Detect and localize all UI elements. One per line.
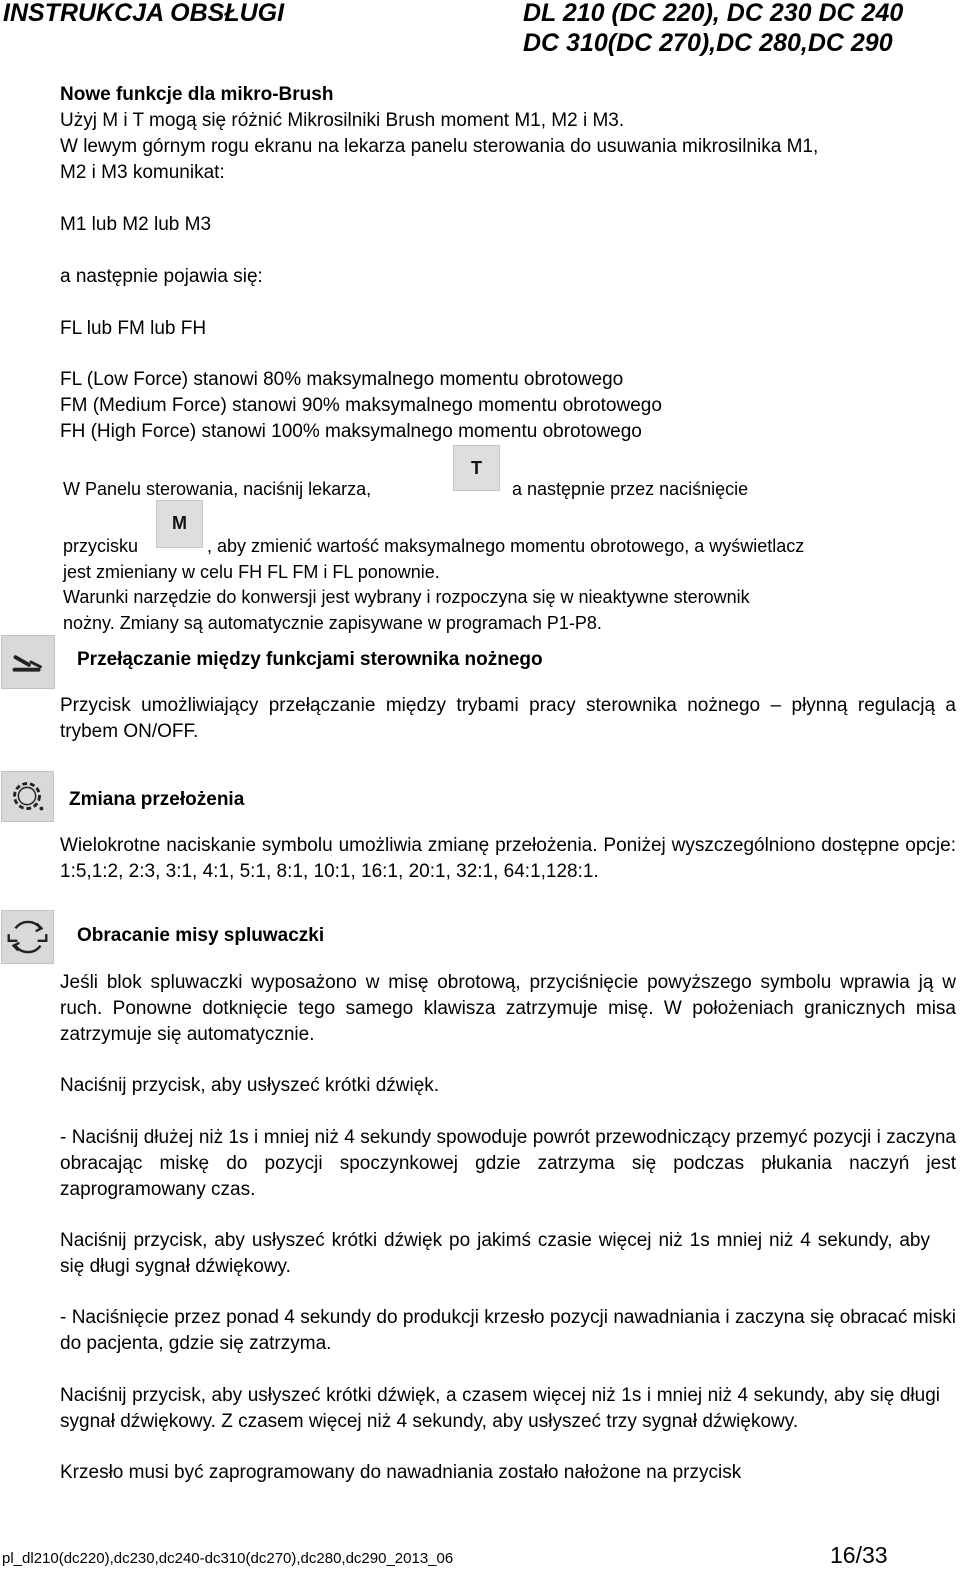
brush-line-1: Użyj M i T mogą się różnić Mikrosilniki Brush moment M1, M2 i M3.: [60, 110, 625, 131]
bowl-paragraph-4: Naciśnij przycisk, aby usłyszeć krótki dźwięk po jakimś czasie więcej niż 1s mniej niż 4 sekundy, aby się długi sygnał dźwiękowy.: [60, 1230, 930, 1277]
bowl-paragraph-7: Krzesło musi być zaprogramowany do nawadniania zostało nałożone na przycisk: [60, 1462, 742, 1483]
conditions-line-2: nożny. Zmiany są automatycznie zapisywane w programach P1-P8.: [63, 613, 602, 633]
model-list-line2: DC 310(DC 270),DC 280,DC 290: [523, 29, 893, 57]
panel-instruction-b: a następnie przez naciśnięcie: [512, 479, 749, 499]
foot-section-body: Przycisk umożliwiający przełączanie między trybami pracy sterownika nożnego – płynną regulacją a trybem ON/OFF.: [60, 695, 956, 742]
brush-line-2: W lewym górnym rogu ekranu na lekarza panelu sterowania do usuwania mikrosilnika M1,: [60, 136, 819, 157]
doc-title: INSTRUKCJA OBSŁUGI: [3, 0, 285, 27]
bowl-paragraph-1: Jeśli blok spluwaczki wyposażono w misę obrotową, przyciśnięcie powyższego symbolu wprawia ją w ruch. Ponowne dotknięcie tego samego klawisza zatrzymuje misę. W położeniach granicznych misa zatrzymuje się automatycznie.: [60, 972, 956, 1045]
footer-filename: pl_dl210(dc220),dc230,dc240-dc310(dc270),dc280,dc290_2013_06: [2, 1550, 454, 1567]
panel-instruction-c: , aby zmienić wartość maksymalnego momentu obrotowego, a wyświetlacz: [207, 536, 805, 556]
m-key: M: [156, 500, 203, 548]
foot-section-title: Przełączanie między funkcjami sterownika nożnego: [77, 649, 543, 670]
fh-description: FH (High Force) stanowi 100% maksymalnego momentu obrotowego: [60, 421, 642, 442]
rotate-bowl-icon: [1, 910, 54, 964]
bowl-paragraph-6: Naciśnij przycisk, aby usłyszeć krótki dźwięk, a czasem więcej niż 1s i mniej niż 4 sekundy, aby się długi sygnał dźwiękowy. Z czasem więcej niż 4 sekundy, aby usłyszeć trzy sygnał dźwiękowy.: [60, 1385, 940, 1432]
gear-icon: [1, 771, 54, 822]
bowl-section-title: Obracanie misy spluwaczki: [77, 925, 325, 946]
bowl-paragraph-2: Naciśnij przycisk, aby usłyszeć krótki dźwięk.: [60, 1075, 440, 1096]
ratio-section-body: Wielokrotne naciskanie symbolu umożliwia zmianę przełożenia. Poniżej wyszczególniono dostępne opcje: 1:5,1:2, 2:3, 3:1, 4:1, 5:1, 8:1, 10:1, 16:1, 20:1, 32:1, 64:1,128:1.: [60, 835, 956, 882]
przycisku-text: przycisku: [63, 536, 139, 556]
fl-description: FL (Low Force) stanowi 80% maksymalnego momentu obrotowego: [60, 369, 624, 390]
t-key: T: [453, 445, 500, 491]
panel-instruction-a: W Panelu sterowania, naciśnij lekarza,: [63, 479, 372, 499]
page-number: 16/33: [830, 1542, 888, 1568]
brush-section-title: Nowe funkcje dla mikro-Brush: [60, 84, 334, 105]
panel-instruction-d: jest zmieniany w celu FH FL FM i FL ponownie.: [63, 562, 440, 582]
bowl-paragraph-5: - Naciśnięcie przez ponad 4 sekundy do produkcji krzesło pozycji nawadniania i zaczyna się obracać miski do pacjenta, gdzie się zatrzyma.: [60, 1307, 956, 1354]
conditions-line-1: Warunki narzędzie do konwersji jest wybrany i rozpoczyna się w nieaktywne sterownik: [63, 587, 750, 607]
motor-list: M1 lub M2 lub M3: [60, 214, 212, 235]
then-appears-text: a następnie pojawia się:: [60, 266, 263, 287]
ratio-section-title: Zmiana przełożenia: [69, 789, 245, 810]
brush-line-3: M2 i M3 komunikat:: [60, 162, 225, 183]
force-list: FL lub FM lub FH: [60, 318, 207, 339]
foot-pedal-icon: [1, 635, 55, 689]
bowl-paragraph-3: - Naciśnij dłużej niż 1s i mniej niż 4 sekundy spowoduje powrót przewodniczący przemyć pozycji i zaczyna obracając miskę do pozycji spoczynkowej gdzie zatrzyma się podczas płukania naczyń jest zaprogramowany czas.: [60, 1127, 956, 1200]
fm-description: FM (Medium Force) stanowi 90% maksymalnego momentu obrotowego: [60, 395, 662, 416]
model-list-line1: DL 210 (DC 220), DC 230 DC 240: [523, 0, 904, 27]
